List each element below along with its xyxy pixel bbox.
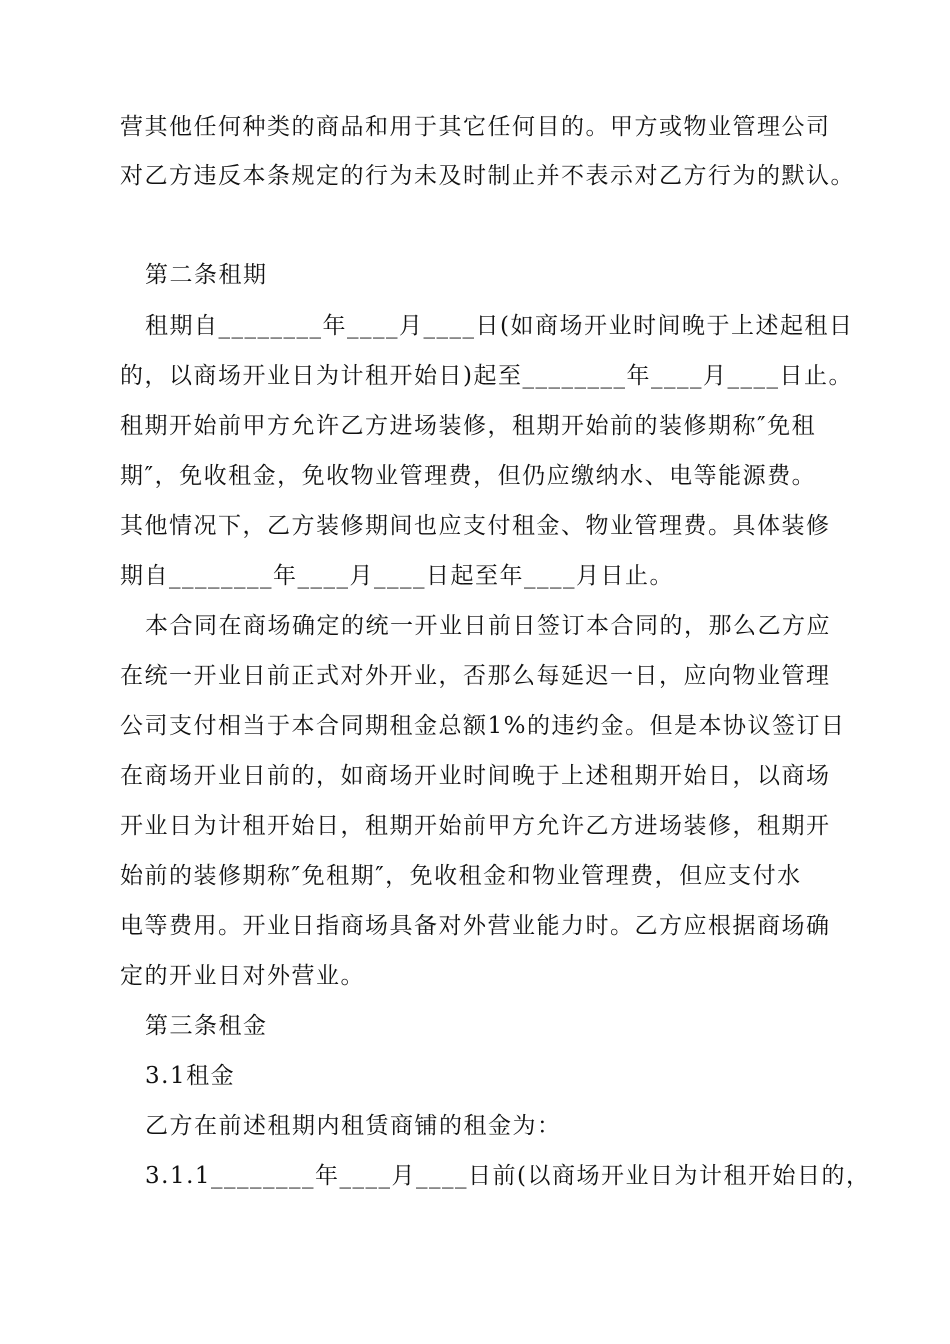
paragraph-line: 其他情况下，乙方装修期间也应支付租金、物业管理费。具体装修 bbox=[120, 513, 831, 539]
paragraph-line: 在商场开业日前的，如商场开业时间晚于上述租期开始日，以商场 bbox=[120, 763, 831, 789]
paragraph-line: 公司支付相当于本合同期租金总额1%的违约金。但是本协议签订日 bbox=[120, 713, 846, 739]
paragraph-line: 3.1.1________年____月____日前(以商场开业日为计租开始日的， bbox=[145, 1163, 871, 1189]
subsection-heading-rent: 3.1租金 bbox=[145, 1063, 236, 1089]
paragraph-line: 定的开业日对外营业。 bbox=[120, 963, 365, 989]
paragraph-line: 乙方在前述租期内租赁商铺的租金为： bbox=[145, 1113, 562, 1139]
paragraph-line: 开业日为计租开始日，租期开始前甲方允许乙方进场装修，租期开 bbox=[120, 813, 831, 839]
paragraph-line: 租期自________年____月____日(如商场开业时间晚于上述起租日 bbox=[145, 313, 854, 339]
paragraph-line: 本合同在商场确定的统一开业日前日签订本合同的，那么乙方应 bbox=[145, 613, 831, 639]
paragraph-line: 始前的装修期称″免租期″，免收租金和物业管理费，但应支付水 bbox=[120, 863, 802, 889]
section-heading-lease-term: 第二条租期 bbox=[145, 262, 268, 288]
paragraph-line: 营其他任何种类的商品和用于其它任何目的。甲方或物业管理公司 bbox=[120, 114, 831, 140]
paragraph-line: 在统一开业日前正式对外开业，否那么每延迟一日，应向物业管理 bbox=[120, 663, 831, 689]
paragraph-line: 期自________年____月____日起至年____月日止。 bbox=[120, 563, 674, 589]
paragraph-line: 的，以商场开业日为计租开始日)起至________年____月____日止。 bbox=[120, 363, 853, 389]
paragraph-line: 期″，免收租金，免收物业管理费，但仍应缴纳水、电等能源费。 bbox=[120, 463, 817, 489]
paragraph-line: 对乙方违反本条规定的行为未及时制止并不表示对乙方行为的默认。 bbox=[120, 163, 855, 189]
section-heading-rent: 第三条租金 bbox=[145, 1013, 268, 1039]
paragraph-line: 租期开始前甲方允许乙方进场装修，租期开始前的装修期称″免租 bbox=[120, 413, 817, 439]
paragraph-line: 电等费用。开业日指商场具备对外营业能力时。乙方应根据商场确 bbox=[120, 913, 831, 939]
